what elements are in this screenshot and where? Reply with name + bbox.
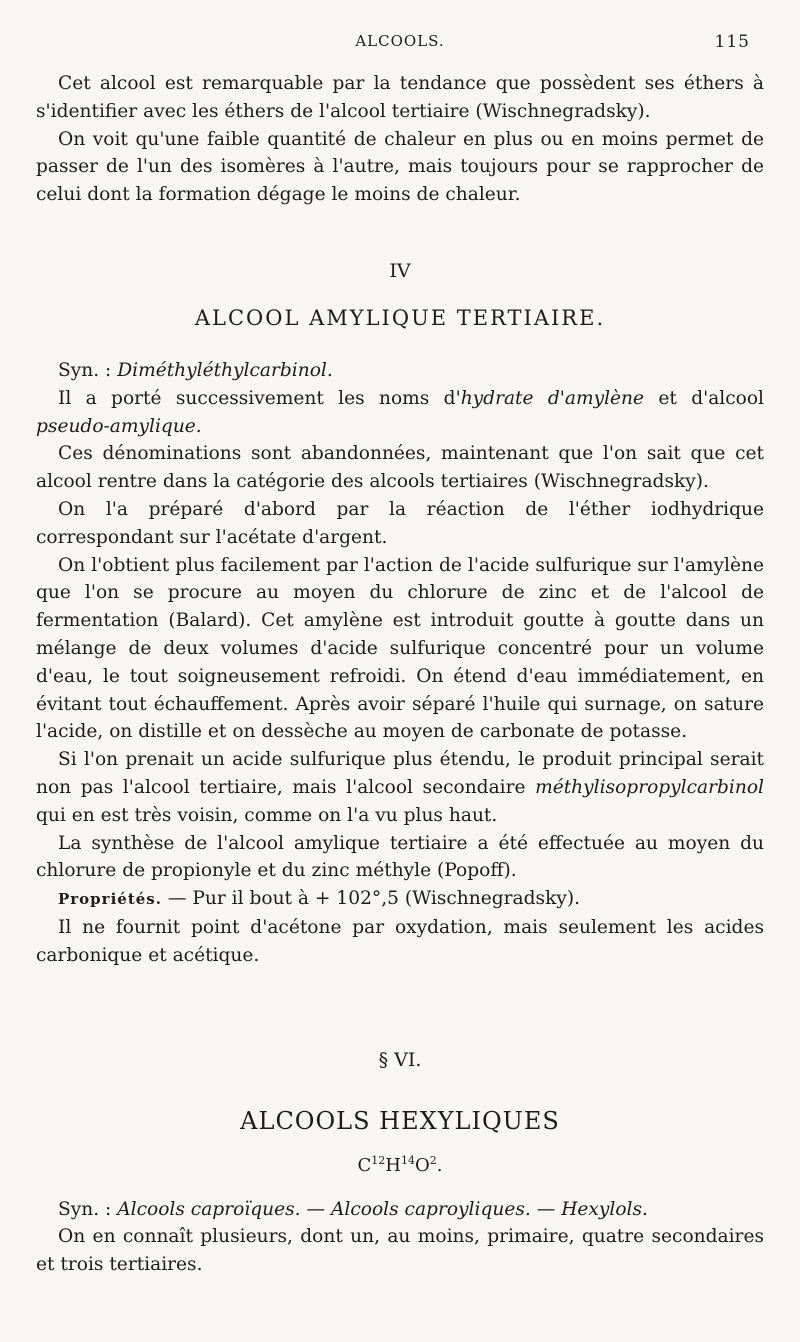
properties-label: Propriétés. — [58, 890, 162, 909]
synonym-name: Alcools caproïques. — [117, 1198, 301, 1220]
paragraph — [36, 385, 764, 441]
page-number: 115 — [714, 32, 750, 52]
formula-index: 12 — [371, 1153, 386, 1167]
synonym-line — [36, 1196, 764, 1224]
paragraph: On en connaît plusieurs, dont un, au moins, primaire, quatre secondaires et trois tertiaires. — [36, 1226, 764, 1276]
formula-element: H — [385, 1154, 401, 1176]
paragraph: On voit qu'une faible quantité de chaleur en plus ou en moins permet de passer de l'un des isomères à l'autre, mais toujours pour se rapprocher de celui dont la formation dégage le moins de chaleur. — [36, 128, 764, 206]
paragraph: Ces dénominations sont abandonnées, maintenant que l'on sait que cet alcool rentre dans la catégorie des alcools tertiaires (Wischnegradsky). — [36, 443, 764, 493]
italic-term: hydrate d'amylène — [460, 387, 645, 409]
paragraph: On l'a préparé d'abord par la réaction de l'éther iodhydrique correspondant sur l'acétate d'argent. — [36, 498, 764, 548]
synonym-name: Alcools caproyliques. — [330, 1198, 531, 1220]
paragraph: La synthèse de l'alcool amylique tertiaire a été effectuée au moyen du chlorure de propionyle et du zinc méthyle (Popoff). — [36, 832, 764, 882]
synonym-line — [36, 357, 764, 385]
separator: — — [300, 1198, 331, 1220]
text-run: Il a porté successivement les noms d' — [58, 387, 461, 409]
paragraph: Il ne fournit point d'acétone par oxydation, mais seulement les acides carbonique et acétique. — [36, 916, 764, 966]
separator: — — [530, 1198, 562, 1220]
text-run: qui en est très voisin, comme on l'a vu plus haut. — [36, 804, 498, 826]
paragraph: Cet alcool est remarquable par la tendance que possèdent ses éthers à s'identifier avec les éthers de l'alcool tertiaire (Wischnegradsky). — [36, 73, 764, 122]
formula-element: O — [414, 1154, 430, 1176]
page-body — [36, 70, 764, 1279]
section-title: ALCOOL AMYLIQUE TERTIAIRE. — [194, 305, 606, 330]
synonym-name: Diméthyléthylcarbinol. — [117, 359, 333, 381]
formula-index: 14 — [400, 1153, 415, 1167]
italic-term: méthylisopropylcarbinol — [535, 776, 764, 798]
paragraph — [36, 746, 764, 829]
synonym-label: Syn. : — [58, 1198, 118, 1220]
section-number: § VI. — [378, 1048, 422, 1071]
properties-text: — Pur il bout à + 102°,5 (Wischnegradsky). — [161, 888, 581, 910]
formula-end: . — [436, 1154, 443, 1176]
paragraph: On l'obtient plus facilement par l'action de l'acide sulfurique sur l'amylène que l'on se procure au moyen du chlorure de zinc et de l'alcool de fermentation (Balard). Cet amylène est introduit goutte à goutte dans un mélange de deux volumes d'acide sulfurique concentré pour un volume d'eau, le tout soigneusement refroidi. On étend d'eau immédiatement, en évitant tout échauffement. Après avoir séparé l'huile qui surnage, on sature l'acide, on distille et on dessèche au moyen de carbonate de potasse. — [36, 554, 764, 743]
text-run: et d'alcool — [644, 387, 764, 409]
section-number: IV — [389, 259, 411, 282]
formula-index: 2 — [429, 1153, 437, 1167]
synonym-label: Syn. : — [58, 359, 118, 381]
chemical-formula — [36, 1154, 764, 1178]
properties-paragraph — [36, 885, 764, 914]
italic-term: pseudo-amylique. — [36, 415, 202, 437]
text-run: Si l'on prenait un acide sulfurique plus étendu, le produit principal serait non pas l'alcool tertiaire, mais l'alcool secondaire — [36, 749, 764, 798]
section-title: ALCOOLS HEXYLIQUES — [240, 1106, 560, 1135]
synonym-name: Hexylols. — [561, 1198, 648, 1220]
running-head — [36, 32, 764, 56]
running-head-title: ALCOOLS. — [355, 32, 445, 50]
formula-element: C — [357, 1154, 372, 1176]
